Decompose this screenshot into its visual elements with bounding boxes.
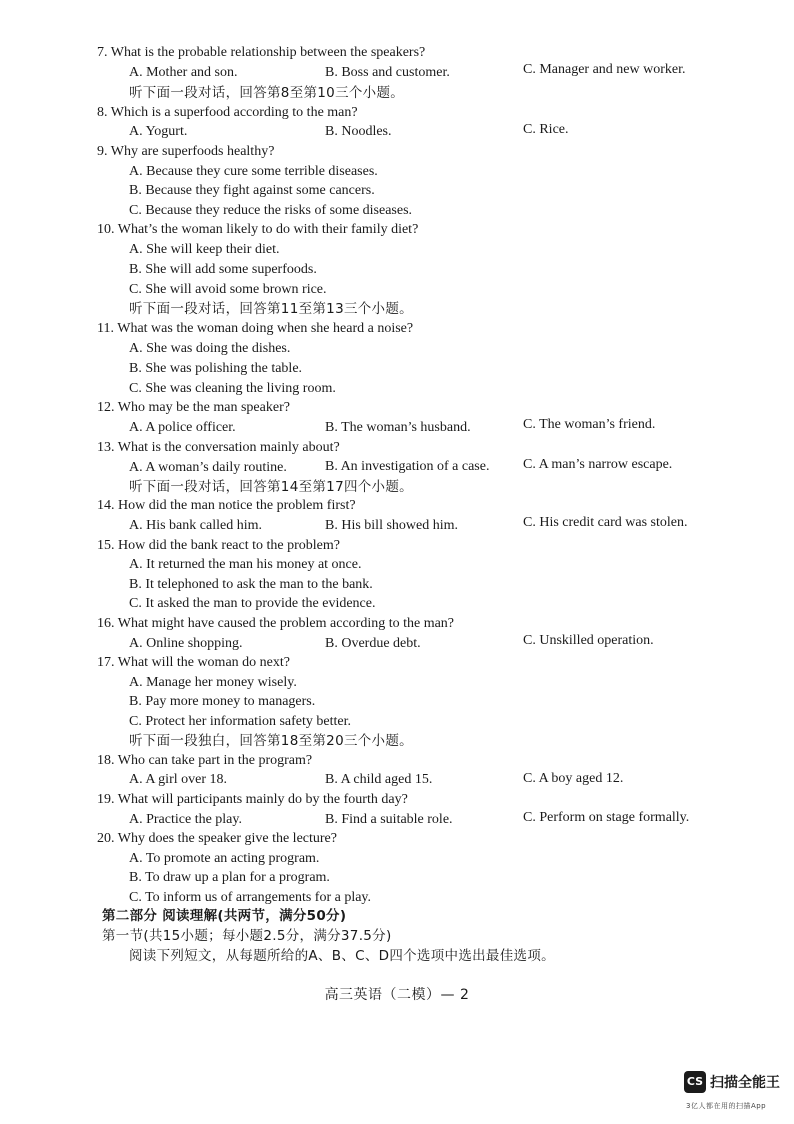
- question-17-option-b: B. Pay more money to managers.: [129, 694, 316, 709]
- question-11-stem: 11. What was the woman doing when she heard a noise?: [97, 321, 414, 336]
- page-footer: 高三英语（二模）— 2: [324, 987, 470, 1003]
- scanner-watermark: [684, 1071, 784, 1115]
- question-9-option-a: A. Because they cure some terrible diseases.: [129, 164, 378, 179]
- question-16-option-a: A. Online shopping.: [129, 636, 243, 651]
- question-13-stem: 13. What is the conversation mainly about?: [97, 440, 340, 455]
- question-8-option-c: C. Rice.: [523, 122, 569, 137]
- question-15-option-b: B. It telephoned to ask the man to the bank.: [129, 577, 373, 592]
- question-12-stem: 12. Who may be the man speaker?: [97, 400, 290, 415]
- question-7-option-c: C. Manager and new worker.: [523, 62, 686, 77]
- question-8-stem: 8. Which is a superfood according to the man?: [97, 105, 358, 120]
- question-19-option-c: C. Perform on stage formally.: [523, 810, 690, 825]
- question-11-option-a: A. She was doing the dishes.: [129, 341, 291, 356]
- question-10-option-c: C. She will avoid some brown rice.: [129, 282, 327, 297]
- question-10-option-b: B. She will add some superfoods.: [129, 262, 317, 277]
- question-9-option-c: C. Because they reduce the risks of some diseases.: [129, 203, 413, 218]
- question-15-option-a: A. It returned the man his money at once.: [129, 557, 362, 572]
- question-20-option-a: A. To promote an acting program.: [129, 851, 320, 866]
- question-12-option-b: B. The woman’s husband.: [325, 420, 471, 435]
- question-16-option-c: C. Unskilled operation.: [523, 633, 654, 648]
- watermark-app-name: 扫描全能王: [710, 1075, 780, 1091]
- listening-instruction-1: 听下面一段对话，回答第8至第10三个小题。: [129, 85, 405, 101]
- question-8-option-a: A. Yogurt.: [129, 124, 188, 139]
- question-7-option-a: A. Mother and son.: [129, 65, 238, 80]
- question-15-option-c: C. It asked the man to provide the evidence.: [129, 596, 376, 611]
- listening-instruction-3: 听下面一段对话，回答第14至第17四个小题。: [129, 479, 413, 495]
- question-18-option-a: A. A girl over 18.: [129, 772, 227, 787]
- listening-instruction-2: 听下面一段对话，回答第11至第13三个小题。: [129, 301, 413, 317]
- question-19-option-b: B. Find a suitable role.: [325, 812, 453, 827]
- question-14-option-b: B. His bill showed him.: [325, 518, 459, 533]
- question-16-stem: 16. What might have caused the problem according to the man?: [97, 616, 455, 631]
- question-13-option-b: B. An investigation of a case.: [325, 459, 490, 474]
- question-9-option-b: B. Because they fight against some cancers.: [129, 183, 375, 198]
- question-18-option-c: C. A boy aged 12.: [523, 771, 624, 786]
- question-14-stem: 14. How did the man notice the problem first?: [97, 498, 356, 513]
- question-10-stem: 10. What’s the woman likely to do with their family diet?: [97, 222, 419, 237]
- section-2-instruction: 阅读下列短文，从每题所给的A、B、C、D四个选项中选出最佳选项。: [129, 948, 555, 964]
- watermark-tagline: 3亿人都在用的扫描App: [686, 1102, 767, 1110]
- question-14-option-c: C. His credit card was stolen.: [523, 515, 688, 530]
- listening-instruction-4: 听下面一段独白，回答第18至第20三个小题。: [129, 733, 413, 749]
- question-10-option-a: A. She will keep their diet.: [129, 242, 280, 257]
- question-12-option-c: C. The woman’s friend.: [523, 417, 656, 432]
- question-19-stem: 19. What will participants mainly do by the fourth day?: [97, 792, 408, 807]
- question-16-option-b: B. Overdue debt.: [325, 636, 421, 651]
- question-13-option-a: A. A woman’s daily routine.: [129, 460, 287, 475]
- camscanner-logo-icon: CS: [684, 1071, 706, 1093]
- question-11-option-b: B. She was polishing the table.: [129, 361, 303, 376]
- question-14-option-a: A. His bank called him.: [129, 518, 262, 533]
- question-20-stem: 20. Why does the speaker give the lecture?: [97, 831, 337, 846]
- question-7-option-b: B. Boss and customer.: [325, 65, 450, 80]
- question-20-option-b: B. To draw up a plan for a program.: [129, 870, 330, 885]
- question-17-option-c: C. Protect her information safety better.: [129, 714, 351, 729]
- question-18-stem: 18. Who can take part in the program?: [97, 753, 313, 768]
- question-12-option-a: A. A police officer.: [129, 420, 236, 435]
- question-15-stem: 15. How did the bank react to the problem?: [97, 538, 340, 553]
- question-19-option-a: A. Practice the play.: [129, 812, 242, 827]
- question-17-stem: 17. What will the woman do next?: [97, 655, 290, 670]
- question-7-stem: 7. What is the probable relationship between the speakers?: [97, 45, 426, 60]
- question-13-option-c: C. A man’s narrow escape.: [523, 457, 673, 472]
- section-2-title: 第二部分 阅读理解(共两节，满分50分): [102, 908, 347, 924]
- question-20-option-c: C. To inform us of arrangements for a play.: [129, 890, 372, 905]
- question-18-option-b: B. A child aged 15.: [325, 772, 433, 787]
- section-2-subtitle: 第一节(共15小题；每小题2.5分，满分37.5分): [102, 928, 392, 944]
- question-9-stem: 9. Why are superfoods healthy?: [97, 144, 275, 159]
- question-11-option-c: C. She was cleaning the living room.: [129, 381, 336, 396]
- question-8-option-b: B. Noodles.: [325, 124, 392, 139]
- question-17-option-a: A. Manage her money wisely.: [129, 675, 297, 690]
